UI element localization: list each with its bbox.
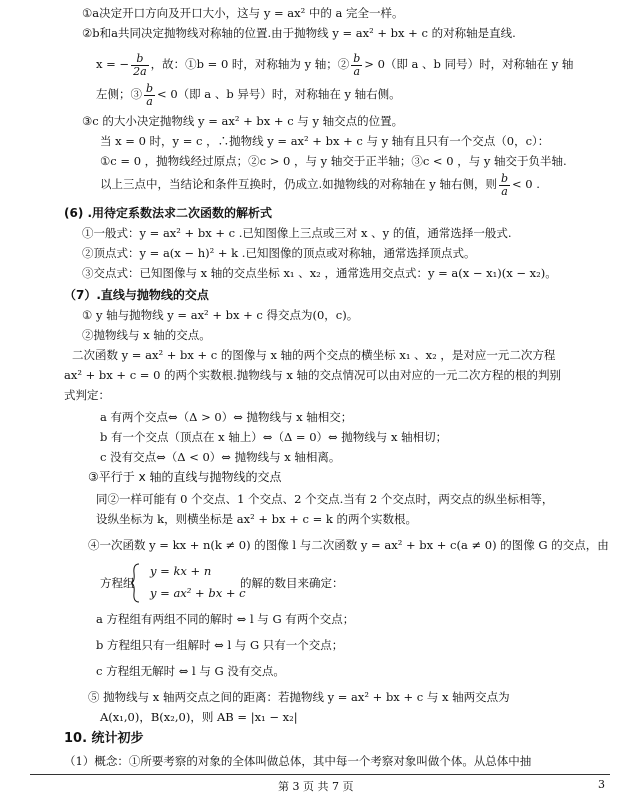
section-heading: 10. 统计初步 — [64, 731, 144, 746]
fraction-numerator: b — [146, 81, 154, 95]
text-line: ①一般式：y = ax² + bx + c .已知图像上三点或三对 x 、y 的值，通常选择一般式. — [82, 226, 512, 240]
text-fragment: < 0 . — [512, 177, 540, 191]
text-line: a 方程组有两组不同的解时 ⇔ l 与 G 有两个交点； — [96, 612, 355, 626]
page-number-right: 3 — [598, 778, 605, 791]
text-fragment: < 0（即 a 、b 异号）时，对称轴在 y 轴右侧。 — [157, 87, 401, 101]
footer-divider — [30, 774, 610, 775]
text-fragment: x = − — [96, 57, 130, 71]
page-number-center: 第 3 页 共 7 页 — [278, 780, 354, 793]
text-fragment: > 0（即 a 、b 同号）时，对称轴在 y 轴 — [364, 57, 574, 71]
fraction-numerator: b — [500, 171, 509, 185]
text-line — [96, 50, 573, 78]
text-line: A(x₁,0)，B(x₂,0)，则 AB = |x₁ − x₂| — [100, 710, 298, 724]
text-line: ①c = 0 ，抛物线经过原点；②c > 0 ，与 y 轴交于正半轴；③c < 0 ，与 y 轴交于负半轴. — [100, 154, 567, 168]
text-line: 当 x = 0 时，y = c ，∴抛物线 y = ax² + bx + c 与 y 轴有且只有一个交点（0，c）： — [100, 134, 550, 148]
text-fragment: 左侧；③ — [96, 87, 142, 101]
text-line: 式判定： — [64, 388, 110, 402]
text-line: ① y 轴与抛物线 y = ax² + bx + c 得交点为(0，c)。 — [82, 308, 359, 322]
text-line: ②顶点式：y = a(x − h)² + k .已知图像的顶点或对称轴，通常选择顶点式。 — [82, 246, 476, 260]
text-line: ax² + bx + c = 0 的两个实数根.抛物线与 x 轴的交点情况可以由对应的一元二次方程的根的判别 — [64, 368, 562, 382]
text-line: ④一次函数 y = kx + n(k ≠ 0) 的图像 l 与二次函数 y = ax² + bx + c(a ≠ 0) 的图像 G 的交点，由 — [88, 538, 609, 552]
text-line: a 有两个交点⇔（Δ > 0）⇔ 抛物线与 x 轴相交； — [100, 410, 353, 424]
text-line: b 方程组只有一组解时 ⇔ l 与 G 只有一个交点； — [96, 638, 344, 652]
fraction-denominator: a — [501, 184, 508, 198]
fraction-numerator: b — [353, 51, 361, 65]
fraction-denominator: 2a — [133, 64, 147, 78]
text-line: 设纵坐标为 k，则横坐标是 ax² + bx + c = k 的两个实数根。 — [96, 512, 417, 526]
text-line: 二次函数 y = ax² + bx + c 的图像与 x 轴的两个交点的横坐标 x₁ 、x₂ ，是对应一元二次方程 — [72, 348, 556, 362]
text-line: ③交点式：已知图像与 x 轴的交点坐标 x₁ 、x₂ ，通常选用交点式：y = a(x − x₁)(x − x₂)。 — [82, 266, 557, 280]
text-line: ⑤ 抛物线与 x 轴两交点之间的距离：若抛物线 y = ax² + bx + c 与 x 轴两交点为 — [88, 690, 510, 704]
text-line: ③c 的大小决定抛物线 y = ax² + bx + c 与 y 轴交点的位置。 — [82, 114, 404, 128]
text-fragment: 以上三点中，当结论和条件互换时，仍成立.如抛物线的对称轴在 y 轴右侧，则 — [100, 177, 497, 191]
fraction-numerator: b — [131, 53, 149, 66]
section-heading: （7）.直线与抛物线的交点 — [64, 288, 209, 302]
equation-line: y = ax² + bx + c — [150, 586, 246, 600]
text-line — [100, 170, 540, 198]
fraction — [499, 173, 510, 198]
text-line: 同②一样可能有 0 个交点、1 个交点、2 个交点.当有 2 个交点时，两交点的纵坐标相等， — [96, 492, 554, 506]
brace-icon — [130, 563, 140, 603]
text-fragment: 的解的数目来确定： — [240, 576, 344, 590]
text-line: ②抛物线与 x 轴的交点。 — [82, 328, 211, 342]
text-line: ①a决定开口方向及开口大小，这与 y = ax² 中的 a 完全一样。 — [82, 6, 404, 20]
text-line: c 方程组无解时 ⇔ l 与 G 没有交点。 — [96, 664, 285, 678]
fraction-denominator: a — [353, 64, 361, 78]
text-line — [96, 80, 401, 108]
fraction-denominator: a — [146, 94, 153, 108]
fraction — [131, 53, 149, 78]
text-line: b 有一个交点（顶点在 x 轴上）⇔（Δ = 0）⇔ 抛物线与 x 轴相切； — [100, 430, 448, 444]
text-fragment: 方程组 — [100, 576, 135, 590]
text-line: ②b和a共同决定抛物线对称轴的位置.由于抛物线 y = ax² + bx + c 的对称轴是直线. — [82, 26, 516, 40]
text-line: （1）概念：①所要考察的对象的全体叫做总体，其中每一个考察对象叫做个体。从总体中抽 — [64, 754, 532, 768]
text-fragment: ，故：①b = 0 时，对称轴为 y 轴；② — [150, 57, 350, 71]
text-line: c 没有交点⇔（Δ < 0）⇔ 抛物线与 x 轴相离。 — [100, 450, 341, 464]
fraction — [351, 53, 362, 78]
subsection-heading: ③平行于 x 轴的直线与抛物线的交点 — [88, 470, 282, 484]
equation-line: y = kx + n — [150, 564, 212, 578]
fraction — [144, 83, 155, 108]
section-heading: (6) .用待定系数法求二次函数的解析式 — [64, 206, 273, 220]
